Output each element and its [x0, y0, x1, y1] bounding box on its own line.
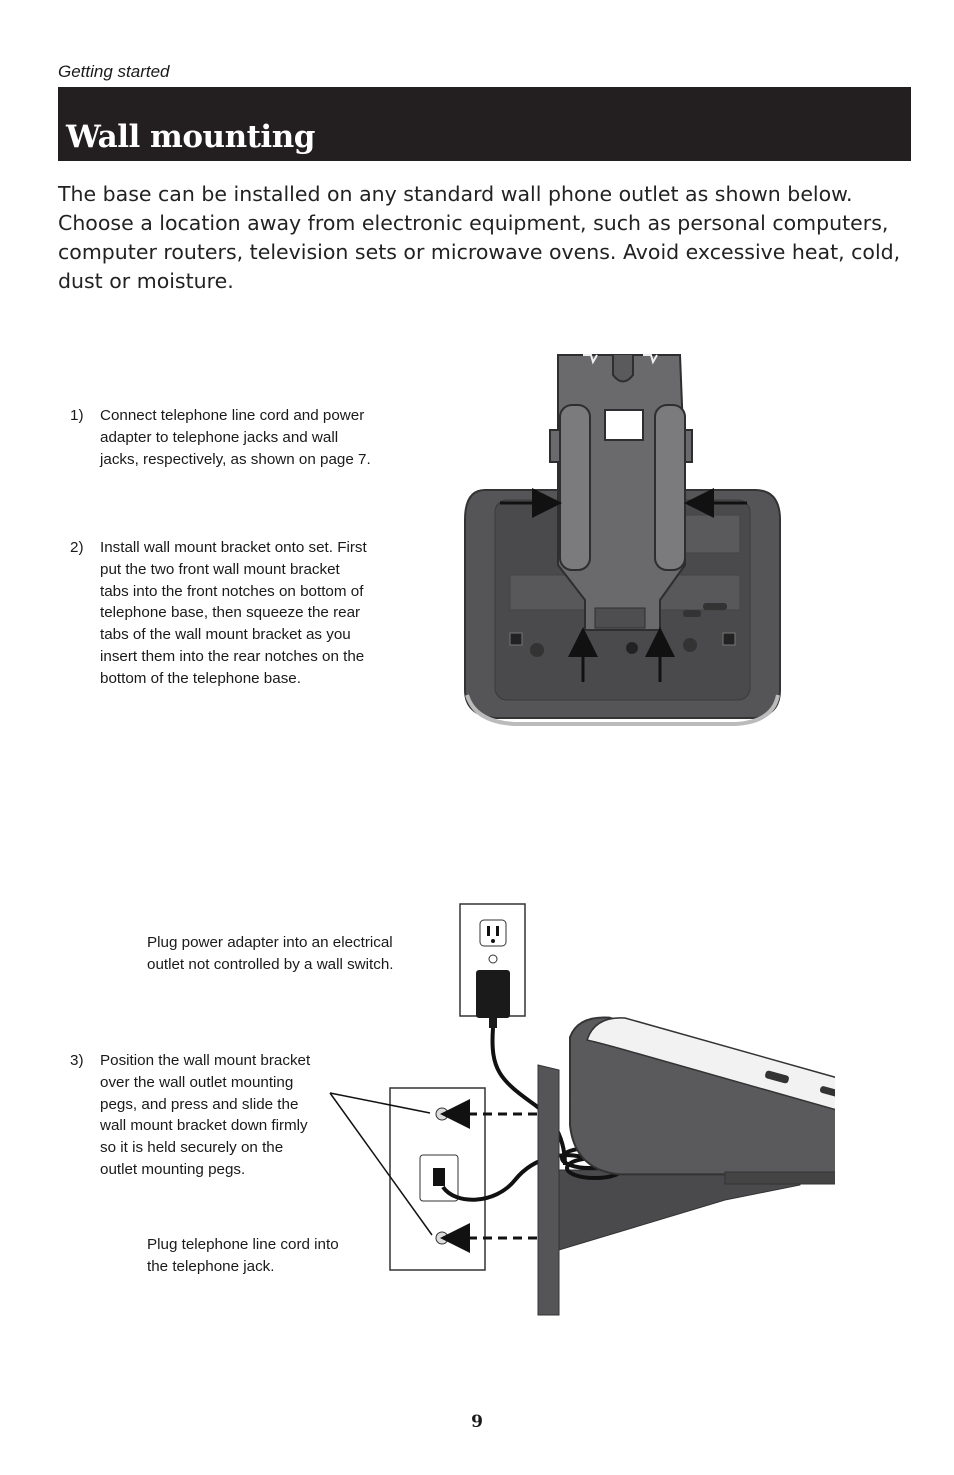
step-text: Position the wall mount bracket over the wall outlet mounting pegs, and press and slide the wall mount bracket down firmly so it is held securely on the outlet mounting pegs. — [100, 1052, 311, 1178]
bracket-install-illustration — [455, 350, 795, 730]
intro-paragraph: The base can be installed on any standard wall phone outlet as shown below. Choose a location away from electronic equipment, such as personal computers, computer routers, television sets or microwave ovens. Avoid excessive heat, cold, dust or moisture. — [58, 182, 901, 293]
page-number: 9 — [471, 1412, 483, 1432]
step-text: Connect telephone line cord and power adapter to telephone jacks and wall jacks, respectively, as shown on page 7. — [100, 407, 371, 468]
step-number: 3) — [70, 1052, 84, 1069]
wall-mount-illustration — [325, 900, 835, 1330]
step-number: 1) — [70, 407, 84, 424]
step-number: 2) — [70, 539, 84, 556]
power-adapter — [476, 970, 510, 1018]
power-adapter-note: Plug power adapter into an electrical outlet not controlled by a wall switch. — [147, 934, 394, 973]
wall-mount-bracket-side — [538, 1065, 559, 1315]
title-bar — [58, 87, 911, 161]
page-title: Wall mounting — [66, 119, 315, 155]
step-text: Install wall mount bracket onto set. First put the two front wall mount bracket tabs into the front notches on bottom of telephone base, then squeeze the rear tabs of the wall mount bracket as you insert them into the rear notches on the bottom of the telephone base. — [100, 539, 367, 687]
section-label: Getting started — [58, 62, 170, 81]
line-cord-note: Plug telephone line cord into the telephone jack. — [147, 1236, 339, 1275]
